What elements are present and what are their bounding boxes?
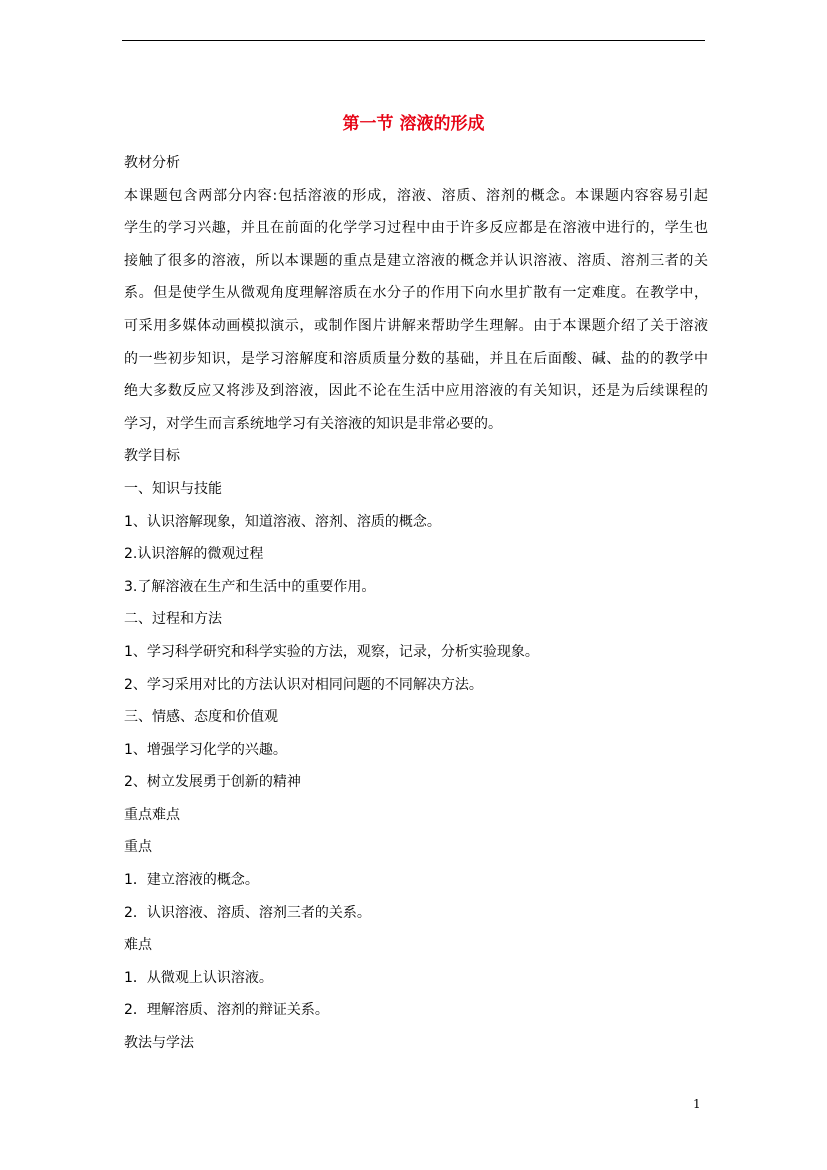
text-line: 教学目标: [124, 448, 180, 465]
text-line: 1．从微观上认识溶液。: [124, 969, 273, 986]
text-line: 三、情感、态度和价值观: [124, 709, 278, 726]
text-line: 重点难点: [124, 806, 180, 823]
document-body: [124, 147, 708, 1060]
text-line: 2、树立发展勇于创新的精神: [124, 774, 301, 791]
page-title: 第一节 溶液的形成: [342, 114, 485, 134]
text-line: 难点: [124, 937, 152, 954]
text-line: 3.了解溶液在生产和生活中的重要作用。: [124, 578, 376, 595]
text-line: 2．理解溶质、溶剂的辩证关系。: [124, 1002, 329, 1019]
text-line: 2．认识溶液、溶质、溶剂三者的关系。: [124, 904, 371, 921]
text-line: 系。但是使学生从微观角度理解溶质在水分子的作用下向水里扩散有一定难度。在教学中，: [124, 285, 708, 302]
text-line: 学生的学习兴趣，并且在前面的化学学习过程中由于许多反应都是在溶液中进行的，学生也: [124, 220, 708, 237]
text-line: 教材分析: [124, 155, 180, 171]
text-line: 的一些初步知识，是学习溶解度和溶质质量分数的基础，并且在后面酸、碱、盐的的教学中: [124, 350, 708, 367]
text-line: 2.认识溶解的微观过程: [124, 546, 264, 563]
text-line: 1、增强学习化学的兴趣。: [124, 741, 287, 758]
text-line: 学习，对学生而言系统地学习有关溶液的知识是非常必要的。: [124, 415, 502, 432]
text-line: 教法与学法: [124, 1035, 194, 1052]
text-line: 一、知识与技能: [124, 480, 222, 497]
text-line: 接触了很多的溶液，所以本课题的重点是建立溶液的概念并认识溶液、溶质、溶剂三者的关: [124, 252, 708, 269]
page-number: 1: [693, 1097, 701, 1111]
text-line: 绝大多数反应又将涉及到溶液，因此不论在生活中应用溶液的有关知识，还是为后续课程的: [124, 383, 708, 400]
text-line: 2、学习采用对比的方法认识对相同问题的不同解决方法。: [124, 676, 483, 693]
text-line: 本课题包含两部分内容:包括溶液的形成，溶液、溶质、溶剂的概念。本课题内容容易引起: [124, 187, 708, 204]
text-line: 重点: [124, 839, 152, 856]
text-line: 1、认识溶解现象，知道溶液、溶剂、溶质的概念。: [124, 513, 441, 530]
text-line: 二、过程和方法: [124, 611, 222, 628]
header-rule: [122, 40, 705, 41]
text-line: 1．建立溶液的概念。: [124, 872, 259, 889]
text-line: 1、学习科学研究和科学实验的方法，观察，记录，分析实验现象。: [124, 643, 539, 660]
text-line: 可采用多媒体动画模拟演示，或制作图片讲解来帮助学生理解。由于本课题介绍了关于溶液: [124, 317, 708, 334]
